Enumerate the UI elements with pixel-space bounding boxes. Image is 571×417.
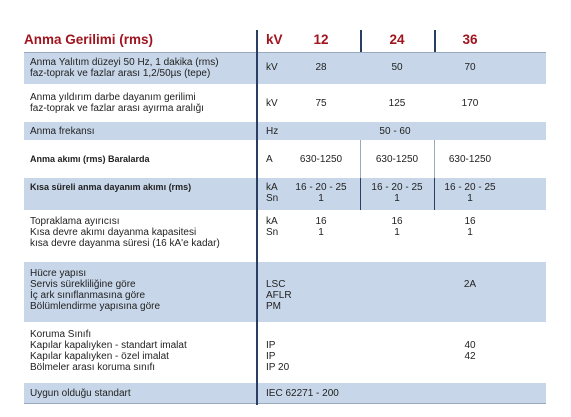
row-unit: A (266, 154, 273, 165)
row-value-12: 16 1 (315, 216, 327, 238)
row-unit: LSC AFLR PM (266, 279, 292, 312)
row-value-36: 16 1 (464, 216, 476, 238)
row-unit: Hz (266, 126, 279, 137)
row-label: Anma yıldırım darbe dayanım gerilimi faz-toprak ve fazlar arası ayırma aralığı (30, 92, 204, 114)
row-unit: kV (266, 98, 278, 109)
row-value-12: 28 (315, 62, 327, 73)
table-row-current (24, 140, 546, 178)
row-value-36: 2A (463, 279, 477, 290)
column-divider (434, 178, 435, 210)
column-divider (360, 30, 362, 52)
table-row-short-time (24, 178, 546, 210)
row-value-24: 16 1 (391, 216, 403, 238)
row-value-36: 170 (461, 98, 479, 109)
column-divider (360, 140, 361, 178)
column-divider (434, 140, 435, 178)
row-value-36: 630-1250 (448, 154, 492, 165)
row-value-36: 40 42 (464, 340, 476, 362)
row-value-24: 125 (388, 98, 406, 109)
row-unit: kV (266, 62, 278, 73)
row-unit: kA Sn (266, 216, 279, 238)
header-col-12: 12 (313, 32, 329, 47)
row-label: Kısa süreli anma dayanım akımı (rms) (30, 182, 192, 192)
row-unit: IP IP IP 20 (266, 340, 290, 373)
row-label: Uygun olduğu standart (30, 388, 131, 399)
row-value-36: 70 (464, 62, 476, 73)
row-value-all: 50 - 60 (379, 126, 411, 137)
table-row-insulation (24, 52, 546, 84)
header-unit: kV (266, 32, 283, 47)
row-divider (24, 403, 546, 404)
table-row-impulse (24, 84, 546, 122)
row-label: Anma frekansı (30, 126, 95, 137)
header-col-24: 24 (389, 32, 405, 47)
row-value-24: 16 - 20 - 25 1 (371, 182, 423, 204)
row-value-12: 16 - 20 - 25 1 (295, 182, 347, 204)
row-label: Koruma Sınıfı Kapılar kapalıyken - standart imalat Kapılar kapalıyken - özel imalat Bölmeler arası koruma sınıfı (30, 329, 187, 373)
row-value-36: 16 - 20 - 25 1 (444, 182, 496, 204)
row-unit: kA Sn (266, 182, 279, 204)
row-label: Topraklama ayırıcısı Kısa devre akımı dayanma kapasitesi kısa devre dayanma süresi (16 kA'e kadar) (30, 216, 220, 249)
row-label: Anma Yalıtım düzeyi 50 Hz, 1 dakika (rms) faz-toprak ve fazlar arası 1,2/50µs (tepe) (30, 57, 219, 79)
row-value-12: 630-1250 (299, 154, 343, 165)
row-value-12: 75 (315, 98, 327, 109)
row-unit: IEC 62271 - 200 (266, 388, 339, 399)
table-row-earthing (24, 210, 546, 262)
row-divider (24, 52, 546, 53)
table-row-frequency (24, 122, 546, 140)
table-row-protection (24, 322, 546, 383)
row-label: Anma akımı (rms) Baralarda (30, 154, 150, 164)
row-value-24: 630-1250 (375, 154, 419, 165)
column-divider (434, 30, 436, 52)
table-row-cell-structure (24, 262, 546, 322)
column-divider (256, 30, 258, 405)
row-value-24: 50 (391, 62, 403, 73)
row-label: Hücre yapısı Servis sürekliliğine göre İç ark sınıflanmasına göre Bölümlendirme yapısına göre (30, 268, 161, 312)
column-divider (360, 178, 361, 210)
header-title: Anma Gerilimi (rms) (24, 32, 154, 47)
header-col-36: 36 (462, 32, 478, 47)
table-row-standard (24, 383, 546, 403)
